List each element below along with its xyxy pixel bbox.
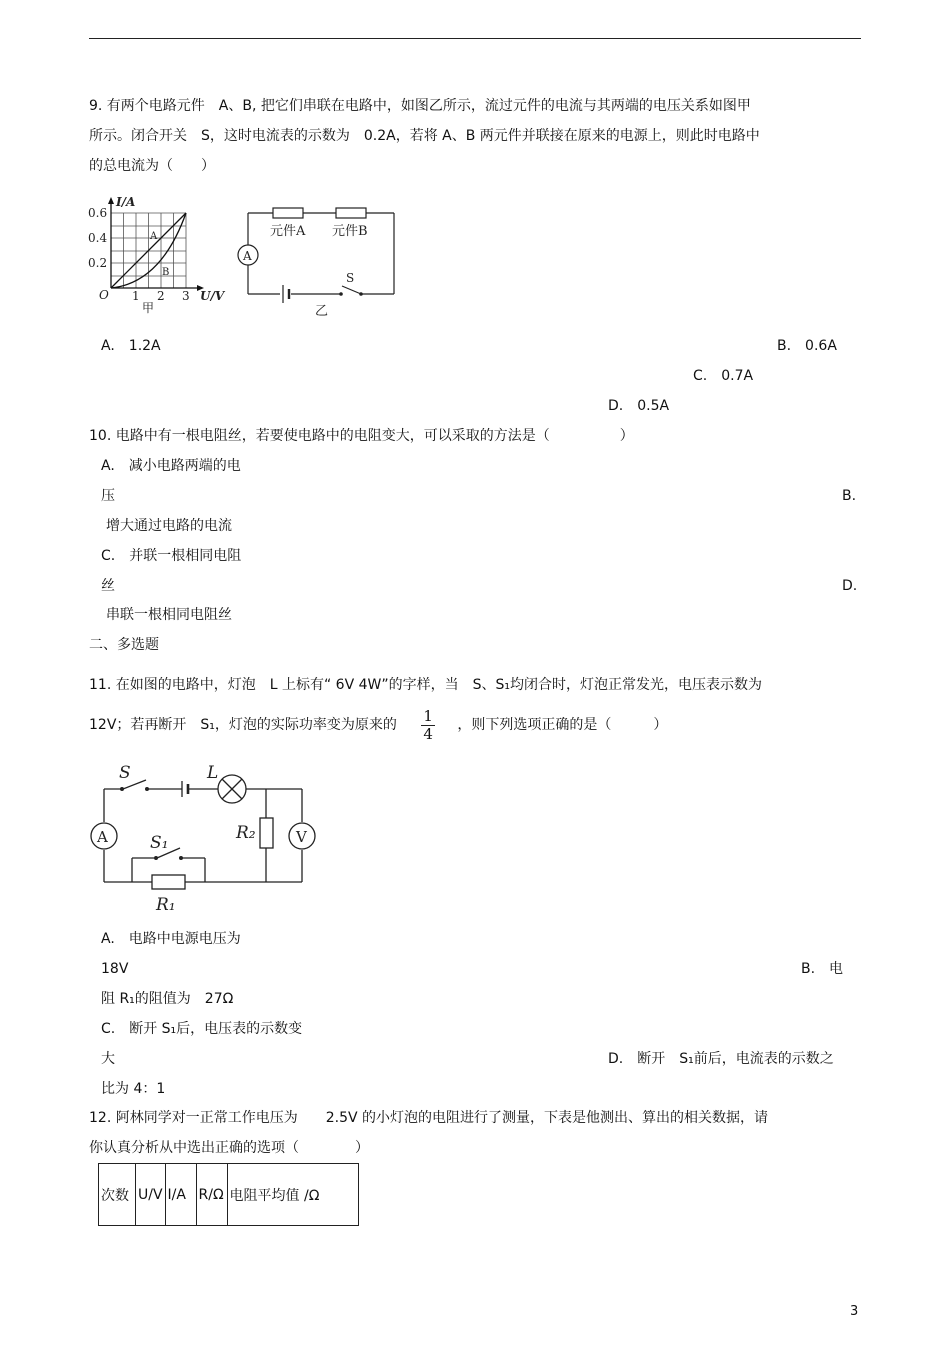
q11-line2-before: 12V；若再断开 S₁，灯泡的实际功率变为原来的 bbox=[89, 717, 397, 733]
q10-option-a[interactable]: A. 减小电路两端的电 bbox=[101, 458, 241, 474]
resistor-r1-label: R₁ bbox=[156, 895, 176, 915]
q10-option-a-cont: 压 bbox=[101, 488, 115, 504]
q11-stem-line1: 11. 在如图的电路中，灯泡 L 上标有“ 6V 4W”的字样，当 S、S₁均闭合时，灯泡正常发光，电压表示数为 bbox=[89, 677, 762, 693]
curve-a-label: A bbox=[150, 231, 158, 242]
q9-option-d[interactable]: D. 0.5A bbox=[608, 398, 670, 414]
switch-s1-label: S₁ bbox=[150, 833, 169, 853]
q11-line2-after: ，则下列选项正确的是（ ） bbox=[457, 717, 668, 733]
voltmeter-label: V bbox=[296, 828, 307, 846]
x-axis-label: U/V bbox=[200, 289, 225, 303]
x-tick-1: 1 bbox=[132, 289, 140, 303]
header-voltage: U/V bbox=[136, 1164, 166, 1226]
q11-option-c[interactable]: C. 断开 S₁后，电压表的示数变 bbox=[101, 1021, 303, 1037]
origin-label: O bbox=[99, 288, 109, 302]
ammeter-label: A bbox=[243, 249, 252, 263]
q10-stem: 10. 电路中有一根电阻丝，若要使电路中的电阻变大，可以采取的方法是（ ） bbox=[89, 428, 634, 444]
graph-caption: 甲 bbox=[142, 301, 155, 315]
q12-stem-line1: 12. 阿林同学对一正常工作电压为 2.5V 的小灯泡的电阻进行了测量，下表是他测出、算出的相关数据，请 bbox=[89, 1110, 769, 1126]
q11-option-a[interactable]: A. 电路中电源电压为 bbox=[101, 931, 241, 947]
q11-option-a-cont: 18V bbox=[101, 961, 129, 977]
header-current: I/A bbox=[165, 1164, 196, 1226]
curve-b-label: B bbox=[162, 267, 170, 278]
circuit-caption: 乙 bbox=[315, 304, 329, 318]
q9-option-c[interactable]: C. 0.7A bbox=[693, 368, 754, 384]
q9-option-a[interactable]: A. 1.2A bbox=[101, 338, 161, 354]
header-average-resistance: 电阻平均值 /Ω bbox=[227, 1164, 358, 1226]
q9-series-circuit bbox=[236, 203, 398, 318]
q9-option-b[interactable]: B. 0.6A bbox=[777, 338, 837, 354]
q10-option-d-letter[interactable]: D. bbox=[842, 578, 858, 594]
q11-option-b[interactable]: B. 电 bbox=[801, 961, 844, 977]
element-b-label: 元件B bbox=[332, 224, 368, 239]
element-a-label: 元件A bbox=[270, 224, 306, 239]
q9-stem-line1: 9. 有两个电路元件 A、B, 把它们串联在电路中，如图乙所示，流过元件的电流与其两端的电压关系如图甲 bbox=[89, 98, 751, 114]
page-number: 3 bbox=[850, 1304, 859, 1319]
header-rule bbox=[89, 38, 861, 39]
fraction-numerator: 1 bbox=[423, 706, 433, 725]
y-tick-04: 0.4 bbox=[88, 231, 108, 245]
y-tick-02: 0.2 bbox=[88, 256, 108, 270]
switch-s-label: S bbox=[119, 763, 131, 783]
q9-iu-graph bbox=[86, 195, 228, 317]
q9-stem-line2: 所示。闭合开关 S，这时电流表的示数为 0.2A，若将 A、B 两元件并联接在原来的电源上，则此时电路中 bbox=[89, 128, 760, 144]
x-tick-3: 3 bbox=[182, 289, 190, 303]
q11-option-c-cont: 大 bbox=[101, 1051, 115, 1067]
q10-option-c[interactable]: C. 并联一根相同电阻 bbox=[101, 548, 242, 564]
q10-option-c-cont: 丝 bbox=[101, 578, 115, 594]
q11-stem-line2 bbox=[89, 705, 667, 745]
q11-option-d[interactable]: D. 断开 S₁前后，电流表的示数之 bbox=[608, 1051, 834, 1067]
header-resistance: R/Ω bbox=[196, 1164, 227, 1226]
one-quarter-fraction bbox=[421, 708, 435, 743]
q12-stem-line2: 你认真分析从中选出正确的选项（ ） bbox=[89, 1140, 369, 1156]
header-count: 次数 bbox=[99, 1164, 136, 1226]
table-header-row bbox=[99, 1164, 359, 1226]
y-tick-06: 0.6 bbox=[88, 206, 108, 220]
section-heading: 二、多选题 bbox=[89, 637, 159, 653]
q11-option-b-cont: 阻 R₁的阻值为 27Ω bbox=[101, 991, 234, 1007]
measurement-table bbox=[98, 1163, 359, 1226]
q10-option-d-text[interactable]: 串联一根相同电阻丝 bbox=[106, 607, 232, 623]
q9-stem-line3: 的总电流为（ ） bbox=[89, 158, 215, 174]
fraction-denominator: 4 bbox=[423, 724, 433, 743]
resistor-r2-label: R₂ bbox=[236, 823, 256, 843]
y-axis-label: I/A bbox=[116, 195, 136, 209]
lamp-l-label: L bbox=[207, 763, 219, 783]
q11-option-d-cont: 比为 4：1 bbox=[101, 1081, 166, 1097]
q11-circuit bbox=[86, 760, 322, 916]
x-tick-2: 2 bbox=[157, 289, 165, 303]
switch-label: S bbox=[346, 271, 355, 285]
ammeter-label: A bbox=[97, 828, 108, 846]
q10-option-b-letter[interactable]: B. bbox=[842, 488, 857, 504]
q10-option-b-text[interactable]: 增大通过电路的电流 bbox=[106, 518, 232, 534]
